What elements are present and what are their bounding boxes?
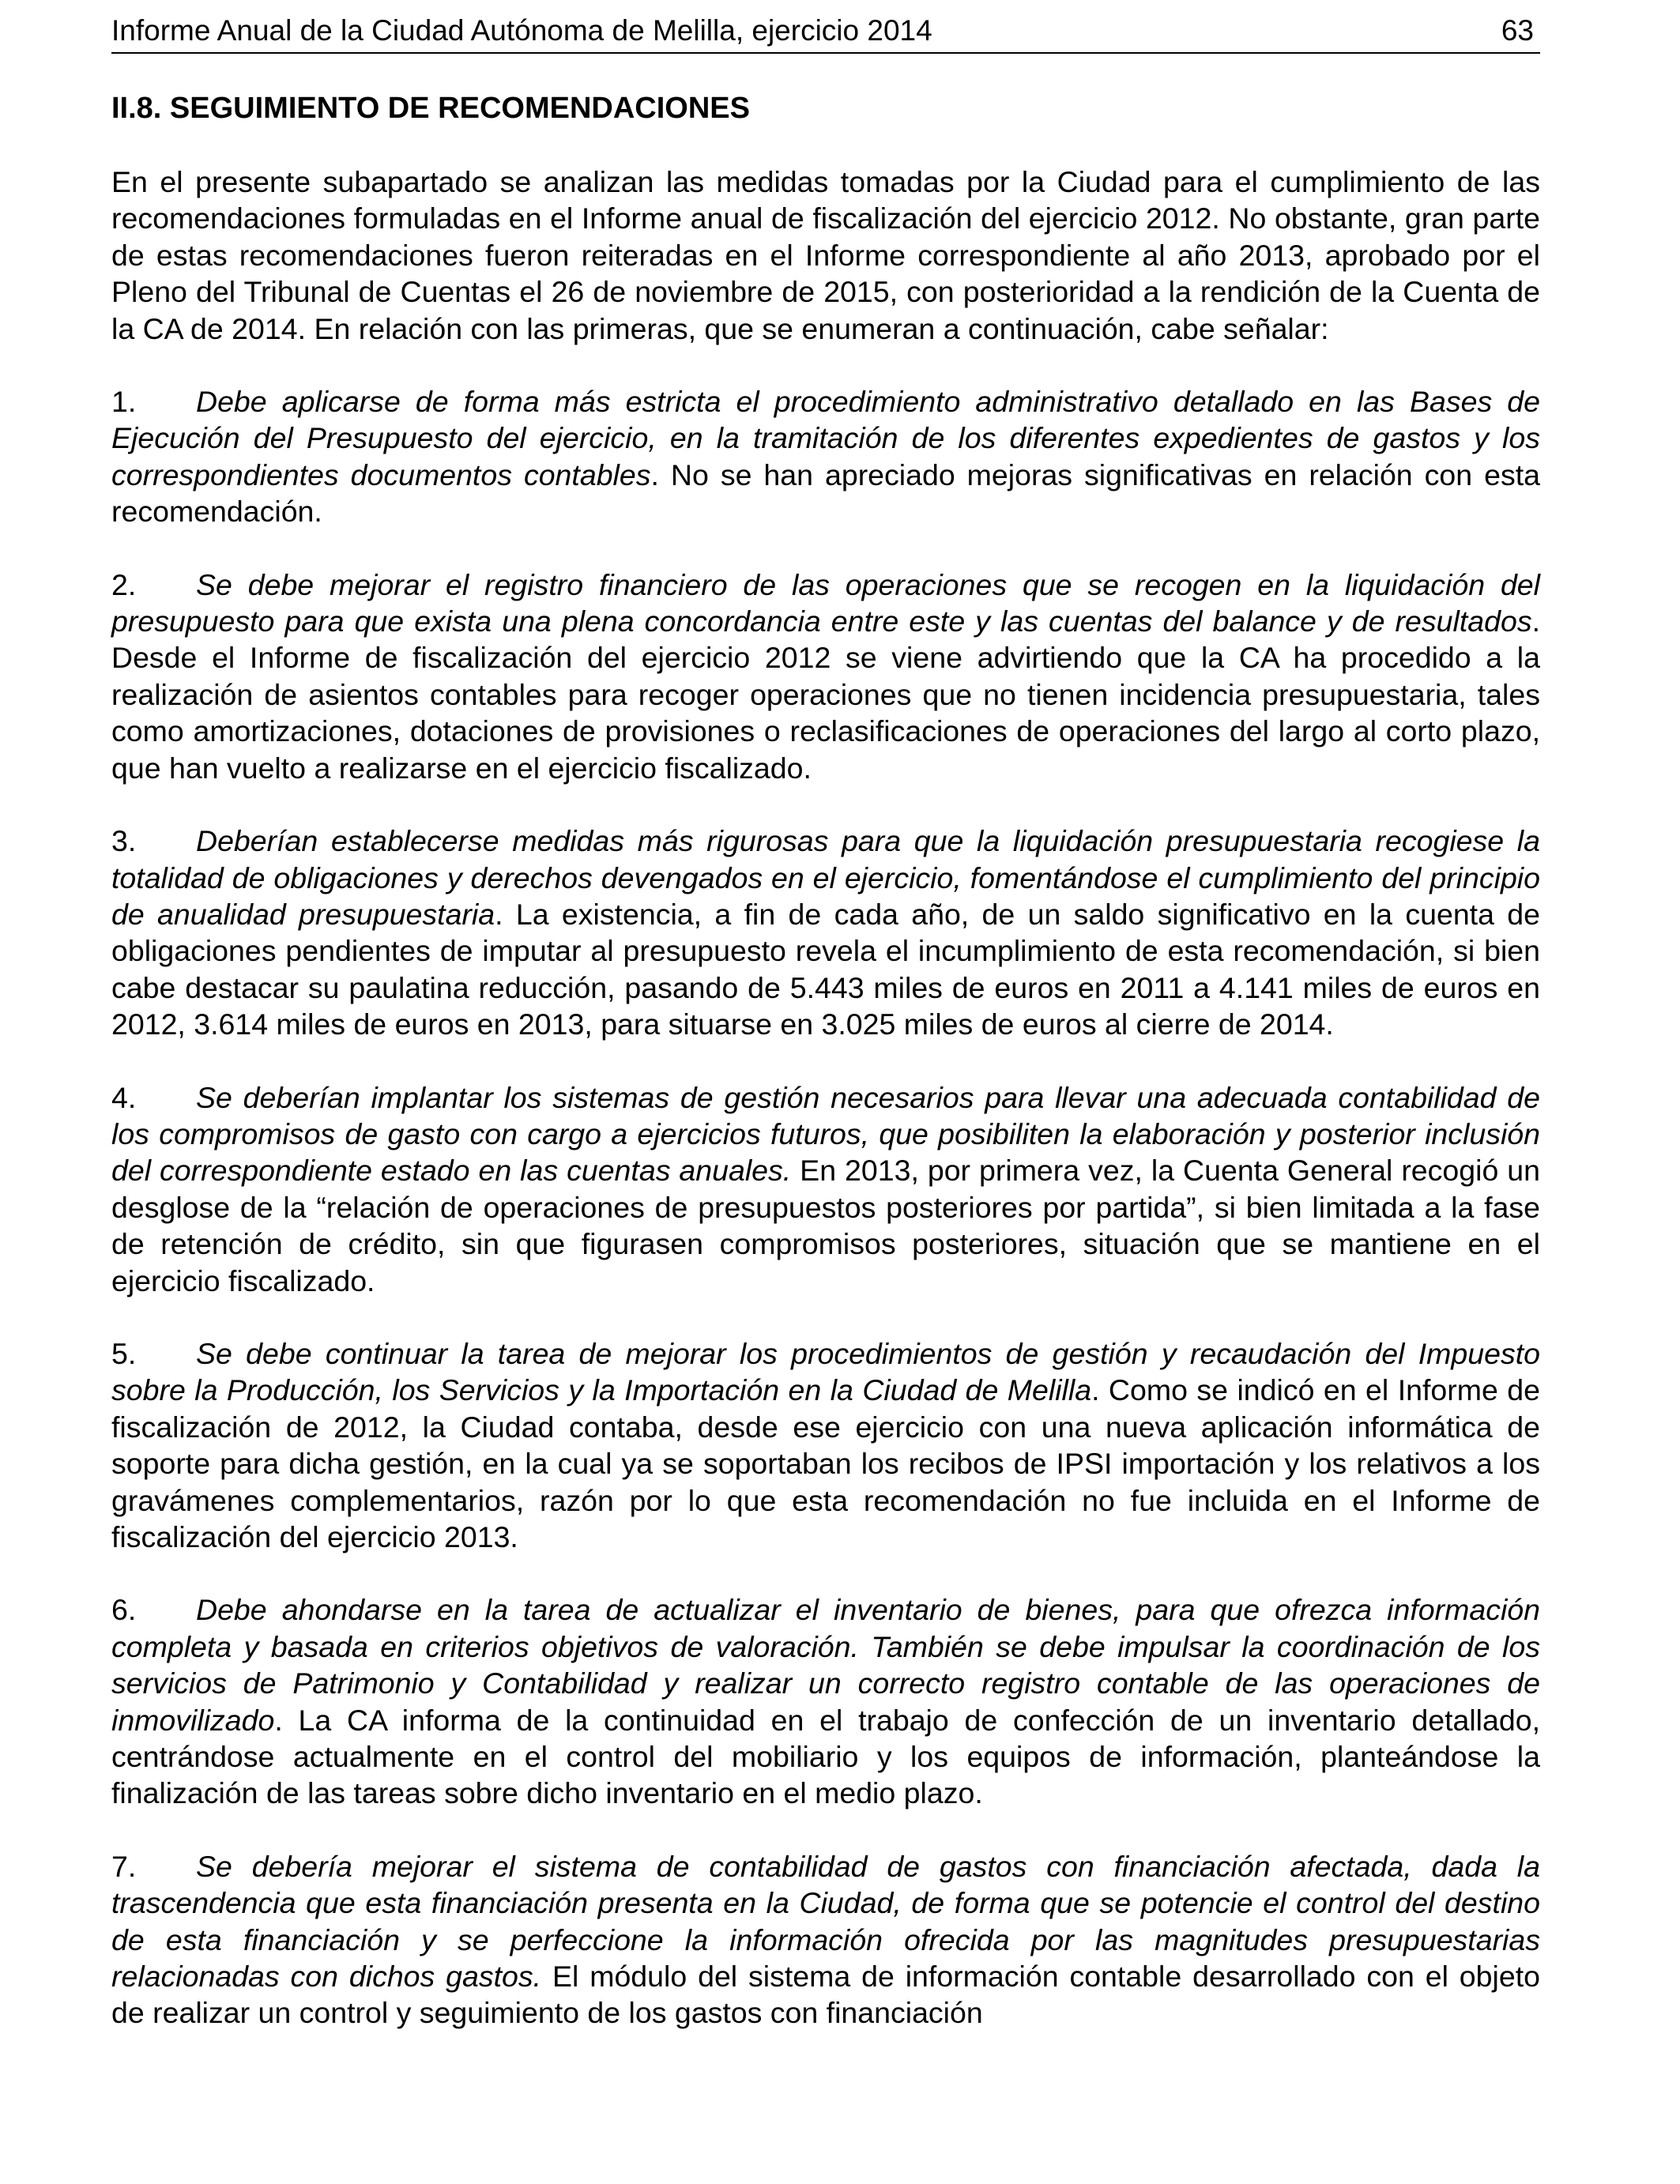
item-number: 7. [111,1849,137,1883]
header-title: Informe Anual de la Ciudad Autónoma de Melilla, ejercicio 2014 [111,14,932,47]
assessment-text: . No se han apreciado mejoras significativas en relación con esta recomendación. [111,458,1540,529]
recommendation-text: Se debería mejorar el sistema de contabilidad de gastos con financiación afectada, dada la trascendencia que esta financiación presenta en la Ciudad, de forma que se potencie el control del destino de esta financiación y se perfeccione la información ofrecida por las magnitudes presupuestarias relacionadas con dichos gastos. [111,1849,1540,1994]
assessment-text: . Desde el Informe de fiscalización del ejercicio 2012 se viene advirtiendo que la CA ha procedido a la realización de asientos contables para recoger operaciones que no tienen incidencia presupuestaria, tales como amortizaciones, dotaciones de provisiones o reclasificaciones de operaciones del largo al corto plazo, que han vuelto a realizarse en el ejercicio fiscalizado. [111,604,1540,785]
assessment-text: . La existencia, a fin de cada año, de un saldo significativo en la cuenta de obligaciones pendientes de imputar al presupuesto revela el incumplimiento de esta recomendación, si bien cabe destacar su paulatina reducción, pasando de 5.443 miles de euros en 2011 a 4.141 miles de euros en 2012, 3.614 miles de euros en 2013, para situarse en 3.025 miles de euros al cierre de 2014. [111,897,1540,1041]
recommendation-item-4 [111,1079,1540,1299]
recommendation-item-7 [111,1848,1540,2031]
recommendation-item-3 [111,823,1540,1042]
assessment-text: El módulo del sistema de información contable desarrollado con el objeto de realizar un control y seguimiento de los gastos con financiación [111,1960,1540,2030]
item-number: 4. [111,1080,137,1114]
recommendation-text: Debe aplicarse de forma más estricta el procedimiento administrativo detallado en las Bases de Ejecución del Presupuesto del ejercicio, en la tramitación de los diferentes expedientes de gastos y los correspondientes documentos contables [111,385,1540,491]
recommendation-text: Debe ahondarse en la tarea de actualizar el inventario de bienes, para que ofrezca información completa y basada en criterios objetivos de valoración. También se debe impulsar la coordinación de los servicios de Patrimonio y Contabilidad y realizar un correcto registro contable de las operaciones de inmovilizado [111,1593,1540,1737]
recommendation-text: Se deberían implantar los sistemas de gestión necesarios para llevar una adecuada contabilidad de los compromisos de gasto con cargo a ejercicios futuros, que posibiliten la elaboración y posterior inclusión del correspondiente estado en las cuentas anuales. [111,1080,1540,1188]
page-header [111,11,1540,54]
section-title: II.8. SEGUIMIENTO DE RECOMENDACIONES [111,92,750,125]
recommendation-text: Se debe mejorar el registro financiero de las operaciones que se recogen en la liquidación del presupuesto para que exista una plena concordancia entre este y las cuentas del balance y de resultados [111,567,1540,638]
recommendation-text: Deberían establecerse medidas más rigurosas para que la liquidación presupuestaria recogiese la totalidad de obligaciones y derechos devengados en el ejercicio, fomentándose el cumplimiento del principio de anualidad presupuestaria [111,824,1540,931]
recommendation-item-1 [111,383,1540,530]
item-number: 3. [111,824,137,858]
item-number: 2. [111,567,137,601]
recommendation-item-5 [111,1335,1540,1555]
item-number: 1. [111,385,137,419]
body-text [111,164,1540,2068]
assessment-text: . La CA informa de la continuidad en el trabajo de confección de un inventario detallado, centrándose actualmente en el control del mobiliario y los equipos de información, planteándose la finalización de las tareas sobre dicho inventario en el medio plazo. [111,1703,1540,1810]
page-number: 63 [1501,14,1534,47]
assessment-text: . Como se indicó en el Informe de fiscalización de 2012, la Ciudad contaba, desde ese ejercicio con una nueva aplicación informática de soporte para dicha gestión, en la cual ya se soportaban los recibos de IPSI importación y los relativos a los gravámenes complementarios, razón por lo que esta recomendación no fue incluida en el Informe de fiscalización del ejercicio 2013. [111,1373,1540,1553]
item-number: 6. [111,1593,137,1627]
assessment-text: En 2013, por primera vez, la Cuenta General recogió un desglose de la “relación de operaciones de presupuestos posteriores por partida”, si bien limitada a la fase de retención de crédito, sin que figurasen compromisos posteriores, situación que se mantiene en el ejercicio fiscalizado. [111,1154,1540,1297]
recommendation-item-6 [111,1591,1540,1811]
recommendation-text: Se debe continuar la tarea de mejorar los procedimientos de gestión y recaudación del Impuesto sobre la Producción, los Servicios y la Importación en la Ciudad de Melilla [111,1336,1540,1407]
item-number: 5. [111,1336,137,1370]
recommendation-item-2 [111,567,1540,786]
intro-paragraph: En el presente subapartado se analizan las medidas tomadas por la Ciudad para el cumplimiento de las recomendaciones formuladas en el Informe anual de fiscalización del ejercicio 2012. No obstante, gran parte de estas recomendaciones fueron reiteradas en el Informe correspondiente al año 2013, aprobado por el Pleno del Tribunal de Cuentas el 26 de noviembre de 2015, con posterioridad a la rendición de la Cuenta de la CA de 2014. En relación con las primeras, que se enumeran a continuación, cabe señalar: [111,165,1540,345]
